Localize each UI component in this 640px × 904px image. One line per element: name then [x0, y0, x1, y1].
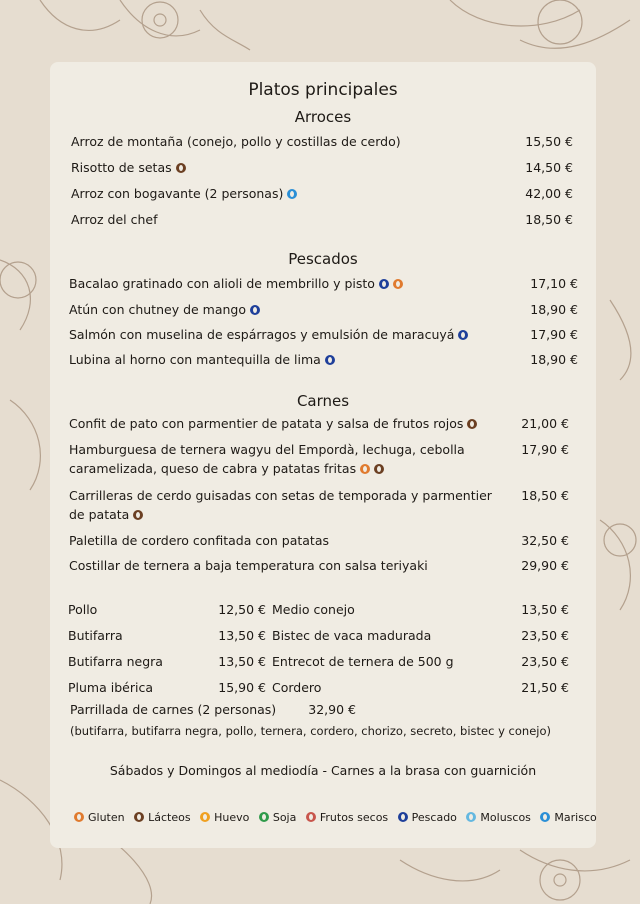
parrillada-note: (butifarra, butifarra negra, pollo, ternera, cordero, chorizo, secreto, bistec y conejo): [70, 724, 551, 738]
section-title-arroces: Arroces: [294, 108, 352, 126]
grill-item: Pluma ibérica: [68, 680, 153, 695]
menu-item: Arroz con bogavante (2 personas): [71, 186, 297, 201]
grill-item-price: 15,90 €: [218, 680, 266, 695]
menu-item: Carrilleras de cerdo guisadas con setas de temporada y parmentier: [69, 488, 492, 503]
page-title: Platos principales: [248, 80, 398, 100]
menu-item-continuation: de patata: [69, 507, 143, 522]
grill-item-price: 23,50 €: [521, 628, 569, 643]
grill-item-price: 13,50 €: [218, 654, 266, 669]
pescado-icon: [379, 279, 389, 289]
grill-item: Medio conejo: [272, 602, 355, 617]
pescado-icon: [325, 355, 335, 365]
menu-item-price: 21,00 €: [521, 416, 569, 431]
menu-item: Bacalao gratinado con alioli de membrillo y pisto: [69, 276, 403, 291]
menu-item: Arroz de montaña (conejo, pollo y costillas de cerdo): [71, 134, 401, 149]
grill-item-price: 21,50 €: [521, 680, 569, 695]
weekend-note: Sábados y Domingos al mediodía - Carnes a la brasa con guarnición: [109, 763, 537, 778]
gluten-icon: [74, 812, 84, 822]
legend-lacteos: Lácteos: [134, 811, 190, 824]
menu-item-price: 14,50 €: [525, 160, 573, 175]
menu-item-price: 18,90 €: [530, 352, 578, 367]
menu-item: Atún con chutney de mango: [69, 302, 260, 317]
legend-frutos-secos: Frutos secos: [306, 811, 388, 824]
lacteos-icon: [133, 510, 143, 520]
marisco-icon: [540, 812, 550, 822]
pescado-icon: [250, 305, 260, 315]
grill-item-price: 12,50 €: [218, 602, 266, 617]
marisco-icon: [287, 189, 297, 199]
legend-moluscos: Moluscos: [466, 811, 531, 824]
legend-pescado: Pescado: [398, 811, 457, 824]
menu-item: Arroz del chef: [71, 212, 158, 227]
grill-item-price: 13,50 €: [218, 628, 266, 643]
grill-item: Cordero: [272, 680, 322, 695]
menu-item-price: 18,90 €: [530, 302, 578, 317]
huevo-icon: [200, 812, 210, 822]
gluten-icon: [393, 279, 403, 289]
moluscos-icon: [466, 812, 476, 822]
grill-item: Pollo: [68, 602, 98, 617]
lacteos-icon: [176, 163, 186, 173]
menu-item-price: 15,50 €: [525, 134, 573, 149]
legend-marisco: Marisco: [540, 811, 596, 824]
lacteos-icon: [374, 464, 384, 474]
menu-item-price: 17,90 €: [521, 442, 569, 457]
grill-item-price: 13,50 €: [521, 602, 569, 617]
menu-item-price: 29,90 €: [521, 558, 569, 573]
menu-item-price: 18,50 €: [525, 212, 573, 227]
menu-item-price: 17,90 €: [530, 327, 578, 342]
menu-item-price: 17,10 €: [530, 276, 578, 291]
menu-item-price: 18,50 €: [521, 488, 569, 503]
lacteos-icon: [134, 812, 144, 822]
menu-item-price: 32,50 €: [521, 533, 569, 548]
section-title-carnes: Carnes: [296, 392, 350, 410]
menu-item: Paletilla de cordero confitada con patatas: [69, 533, 329, 548]
legend-soja: Soja: [259, 811, 297, 824]
gluten-icon: [360, 464, 370, 474]
allergen-legend: [74, 811, 603, 824]
menu-item: Confit de pato con parmentier de patata y salsa de frutos rojos: [69, 416, 477, 431]
menu-item: Costillar de ternera a baja temperatura con salsa teriyaki: [69, 558, 428, 573]
grill-item: Entrecot de ternera de 500 g: [272, 654, 454, 669]
grill-item: Bistec de vaca madurada: [272, 628, 432, 643]
menu-item-continuation: caramelizada, queso de cabra y patatas fritas: [69, 461, 384, 476]
menu-item-price: 42,00 €: [525, 186, 573, 201]
grill-item: Butifarra negra: [68, 654, 163, 669]
parrillada-item: Parrillada de carnes (2 personas): [70, 702, 277, 717]
legend-huevo: Huevo: [200, 811, 249, 824]
soja-icon: [259, 812, 269, 822]
frutos-secos-icon: [306, 812, 316, 822]
menu-item: Salmón con muselina de espárragos y emulsión de maracuyá: [69, 327, 468, 342]
menu-item: Hamburguesa de ternera wagyu del Empordà, lechuga, cebolla: [69, 442, 465, 457]
legend-gluten: Gluten: [74, 811, 125, 824]
grill-item: Butifarra: [68, 628, 123, 643]
menu-item: Risotto de setas: [71, 160, 186, 175]
parrillada-price: 32,90 €: [308, 702, 356, 717]
grill-item-price: 23,50 €: [521, 654, 569, 669]
section-title-pescados: Pescados: [288, 250, 358, 268]
pescado-icon: [398, 812, 408, 822]
pescado-icon: [458, 330, 468, 340]
menu-item: Lubina al horno con mantequilla de lima: [69, 352, 335, 367]
menu-card: [50, 62, 596, 848]
